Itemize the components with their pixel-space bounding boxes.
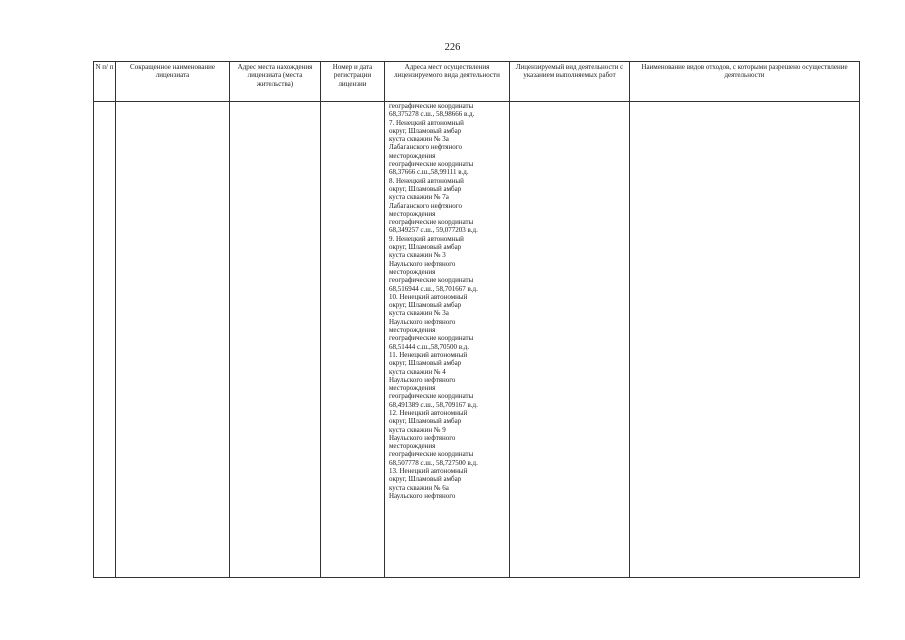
activity-site-line: 68,51444 с.ш.,58,70500 в.д. — [389, 342, 470, 351]
cell-activity-sites — [385, 102, 510, 578]
header-number: N п/ п — [94, 62, 116, 102]
activity-site-line: месторождения — [389, 384, 436, 393]
activity-site-line: 12. Ненецкий автономный — [389, 408, 468, 417]
activity-site-line: географические координаты — [389, 276, 474, 285]
activity-site-line: куста скважин № 3а — [389, 135, 449, 144]
activity-site-line: месторождения — [389, 326, 436, 335]
activity-site-line: месторождения — [389, 267, 436, 276]
activity-site-line: географические координаты — [389, 102, 474, 110]
activity-site-line: 68,516944 с.ш., 58,701667 в.д. — [389, 284, 478, 293]
activity-site-line: 11. Ненецкий автономный — [389, 350, 468, 359]
activity-site-line: месторождения — [389, 151, 436, 160]
activity-site-line: месторождения — [389, 442, 436, 451]
page-number: 226 — [444, 42, 461, 53]
activity-site-line: Наульского нефтяного — [389, 491, 456, 500]
activity-site-line: Лабаганского нефтяного — [389, 201, 462, 210]
activity-site-line: куста скважин № 3 — [389, 251, 446, 260]
table-header-row — [94, 62, 860, 102]
activity-site-line: куста скважин № 7а — [389, 193, 449, 202]
activity-site-line: 10. Ненецкий автономный — [389, 292, 468, 301]
activity-site-line: куста скважин № 9 — [389, 425, 446, 434]
table-row — [94, 102, 860, 578]
activity-site-line: 13. Ненецкий автономный — [389, 467, 468, 476]
header-licensee-name: Сокращенное наименование лицензиата — [116, 62, 230, 102]
activity-site-line: Наульского нефтяного — [389, 317, 456, 326]
activity-site-line: 68,375278 с.ш., 58,98666 в.д. — [389, 110, 475, 119]
license-register-table — [93, 61, 860, 578]
cell-waste-types — [630, 102, 860, 578]
header-licensed-activity: Лицензируемый вид деятельности с указанием выполняемых работ — [510, 62, 630, 102]
header-activity-sites: Адреса мест осуществления лицензируемого вида деятельности — [385, 62, 510, 102]
activity-site-line: куста скважин № 6а — [389, 483, 449, 492]
cell-licensee-address — [230, 102, 321, 578]
cell-licensed-activity — [510, 102, 630, 578]
activity-site-line: географические координаты — [389, 450, 474, 459]
activity-site-line: округ, Шламовый амбар — [389, 475, 462, 484]
activity-site-line: 68,349257 с.ш., 59,077203 в.д. — [389, 226, 478, 235]
cell-number — [94, 102, 116, 578]
activity-site-line: 9. Ненецкий автономный — [389, 234, 464, 243]
activity-site-line: округ, Шламовый амбар — [389, 417, 462, 426]
activity-site-line: куста скважин № 4 — [389, 367, 446, 376]
activity-site-line: Наульского нефтяного — [389, 259, 456, 268]
activity-site-line: 7. Ненецкий автономный — [389, 118, 464, 127]
activity-site-line: географические координаты — [389, 218, 474, 227]
activity-site-line: 8. Ненецкий автономный — [389, 176, 464, 185]
activity-site-line: географические координаты — [389, 160, 474, 169]
activity-site-line: Лабаганского нефтяного — [389, 143, 462, 152]
activity-site-line: 68,37666 с.ш.,58,99111 в.д. — [389, 168, 469, 177]
header-license-number-date: Номер и дата регистрации лицензии — [321, 62, 385, 102]
activity-site-line: округ, Шламовый амбар — [389, 359, 462, 368]
activity-site-line: куста скважин № 3а — [389, 309, 449, 318]
activity-site-line: Наульского нефтяного — [389, 375, 456, 384]
activity-site-line: 68,491389 с.ш., 58,709167 в.д. — [389, 400, 478, 409]
activity-site-line: географические координаты — [389, 334, 474, 343]
activity-site-line: округ, Шламовый амбар — [389, 184, 462, 193]
activity-site-line: 68,507778 с.ш., 58,727500 в.д. — [389, 458, 478, 467]
header-licensee-address: Адрес места нахождения лицензиата (места жительства) — [230, 62, 321, 102]
header-waste-types: Наименование видов отходов, с которыми разрешено осуществление деятельности — [630, 62, 860, 102]
activity-site-line: округ, Шламовый амбар — [389, 126, 462, 135]
activity-site-line: округ, Шламовый амбар — [389, 301, 462, 310]
cell-license-number-date — [321, 102, 385, 578]
activity-site-line: Наульского нефтяного — [389, 433, 456, 442]
activity-sites-text — [385, 102, 509, 500]
cell-licensee-name — [116, 102, 230, 578]
activity-site-line: округ, Шламовый амбар — [389, 243, 462, 252]
activity-site-line: месторождения — [389, 209, 436, 218]
activity-site-line: географические координаты — [389, 392, 474, 401]
